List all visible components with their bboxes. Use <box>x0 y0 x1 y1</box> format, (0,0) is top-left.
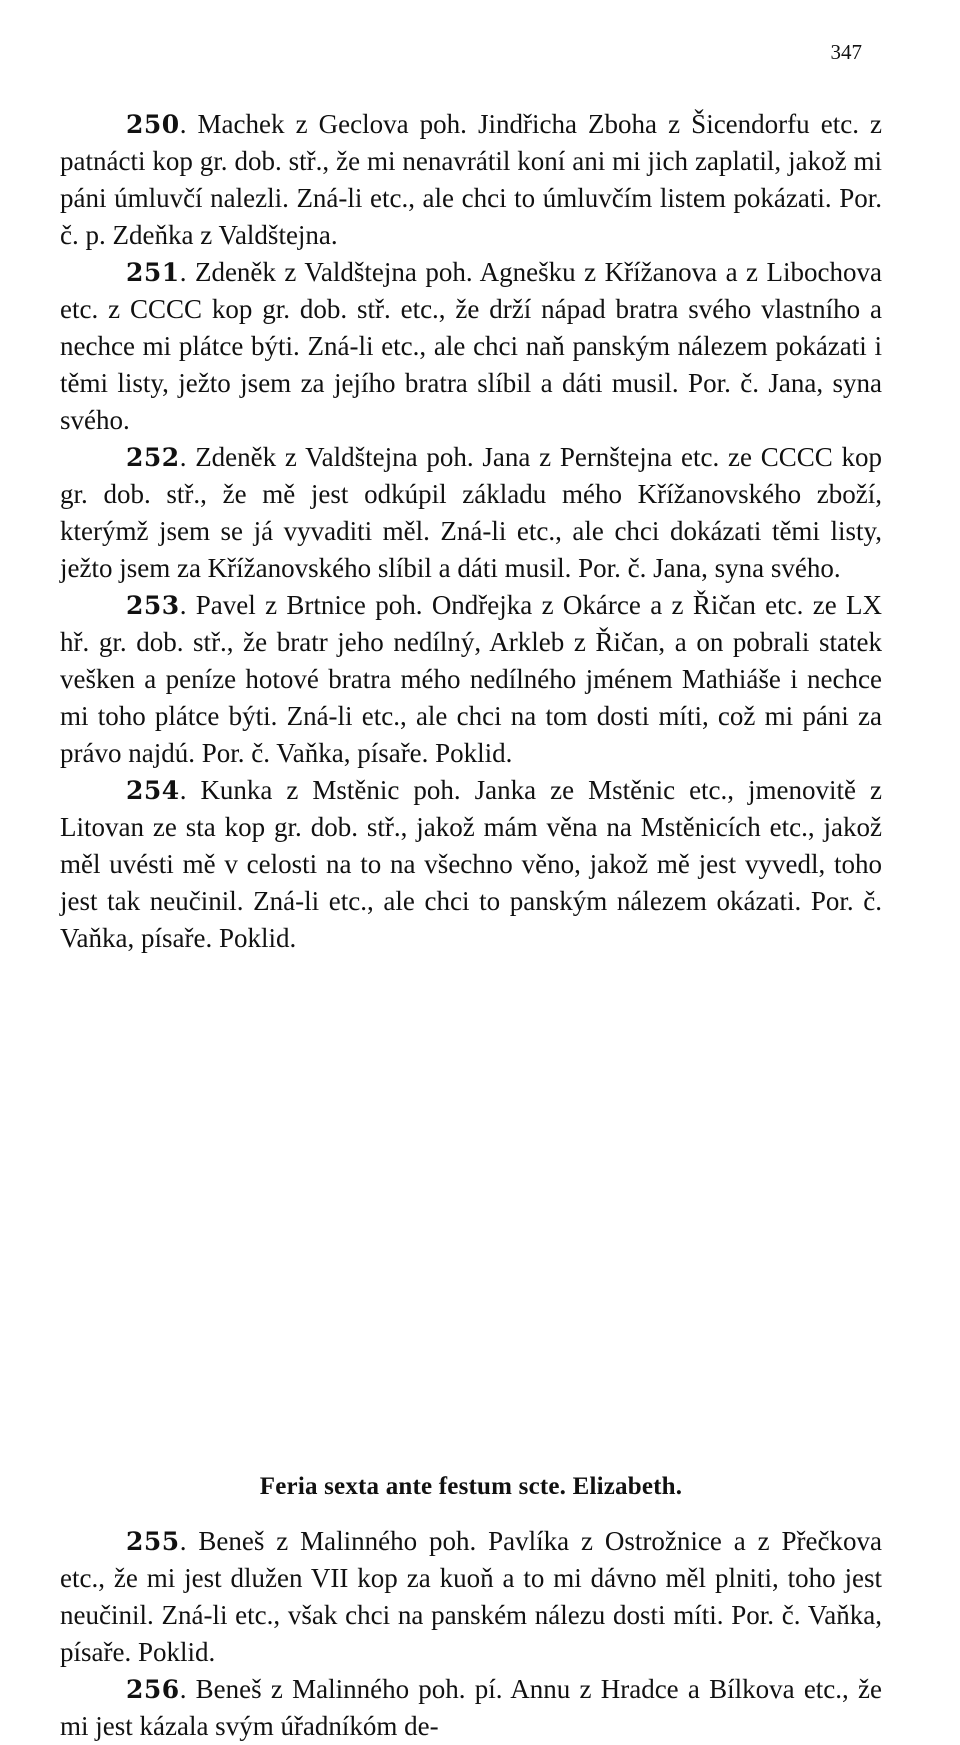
entry-number: 253 <box>126 591 180 620</box>
entry-number: 256 <box>126 1675 180 1704</box>
entry-text: Beneš z Malinného poh. pí. Annu z Hradce a Bílkova etc., že mi jest kázala svým úřadníkóm de- <box>60 1674 882 1741</box>
entry-number: 250 <box>126 110 180 139</box>
entry-number: 251 <box>126 258 180 287</box>
entry-250: 250. Machek z Geclova poh. Jindřicha Zboha z Šicendorfu etc. z patnácti kop gr. dob. stř., že mi nenavrátil koní ani mi jich zaplatil, jakož mi páni úmluvčí nalezli. Zná-li etc., ale chci to úmluvčím listem pokázati. Por. č. p. Zdeňka z Valdštejna. <box>60 109 883 250</box>
entry-text: Zdeněk z Valdštejna poh. Agnešku z Křížanova a z Libochova etc. z CCCC kop gr. dob. stř. etc., že drží nápad bratra svého vlastního a nechce mi plátce býti. Zná-li etc., ale chci naň panským nálezem pokázati i těmi listy, ježto jsem za jejího bratra slíbil a dáti musil. Por. č. Jana, syna svého. <box>60 257 882 435</box>
entry-number: 252 <box>126 443 180 472</box>
entry-253: 253. Pavel z Brtnice poh. Ondřejka z Okárce a z Řičan etc. ze LX hř. gr. dob. stř., že bratr jeho nedílný, Arkleb z Řičan, a on pobrali statek vešken a peníze hotové bratra mého nedílného jménem Mathiáše i nechce mi toho plátce býti. Zná-li etc., ale chci na tom dosti míti, což mi páni za právo najdú. Por. č. Vaňka, písaře. Poklid. <box>60 590 883 768</box>
section-heading: Feria sexta ante festum scte. Elizabeth. <box>259 1473 683 1500</box>
entry-text: Pavel z Brtnice poh. Ondřejka z Okárce a z Řičan etc. ze LX hř. gr. dob. stř., že bratr jeho nedílný, Arkleb z Řičan, a on pobrali statek vešken a peníze hotové bratra mého nedílného jménem Mathiáše i nechce mi toho plátce býti. Zná-li etc., ale chci na tom dosti míti, což mi páni za právo najdú. Por. č. Vaňka, písaře. Poklid. <box>60 590 883 768</box>
entry-number: 255 <box>126 1527 180 1556</box>
entry-255: 255. Beneš z Malinného poh. Pavlíka z Ostrožnice a z Přečkova etc., že mi jest dlužen VII kop za kuoň a to mi dávno měl plniti, toho jest neučinil. Zná-li etc., však chci na panském nálezu dosti míti. Por. č. Vaňka, písaře. Poklid. <box>60 1526 883 1667</box>
entry-number: 254 <box>126 776 180 805</box>
page-number: 347 <box>830 40 862 64</box>
entry-256: 256. Beneš z Malinného poh. pí. Annu z Hradce a Bílkova etc., že mi jest kázala svým úřadníkóm de- <box>60 1674 882 1741</box>
entry-251: 251. Zdeněk z Valdštejna poh. Agnešku z Křížanova a z Libochova etc. z CCCC kop gr. dob. stř. etc., že drží nápad bratra svého vlastního a nechce mi plátce býti. Zná-li etc., ale chci naň panským nálezem pokázati i těmi listy, ježto jsem za jejího bratra slíbil a dáti musil. Por. č. Jana, syna svého. <box>60 257 882 435</box>
entry-254: 254. Kunka z Mstěnic poh. Janka ze Mstěnic etc., jmenovitě z Litovan ze sta kop gr. dob. stř., jakož mám věna na Mstěnicích etc., jakož měl uvésti mě v celosti na to na všechno věno, jakož mě jest vyvedl, toho jest tak neučinil. Zná-li etc., ale chci to panským nálezem okázati. Por. č. Vaňka, písaře. Poklid. <box>60 775 882 953</box>
entry-text: Zdeněk z Valdštejna poh. Jana z Pernštejna etc. ze CCCC kop gr. dob. stř., že mě jest odkúpil základu mého Křížanovského zboží, kterýmž jsem se já vyvaditi měl. Zná-li etc., ale chci dokázati těmi listy, ježto jsem za Křížanovského slíbil a dáti musil. Por. č. Jana, syna svého. <box>60 442 882 583</box>
entry-text: Beneš z Malinného poh. Pavlíka z Ostrožnice a z Přečkova etc., že mi jest dlužen VII kop za kuoň a to mi dávno měl plniti, toho jest neučinil. Zná-li etc., však chci na panském nálezu dosti míti. Por. č. Vaňka, písaře. Poklid. <box>60 1526 883 1667</box>
entries-feria <box>60 1523 882 1745</box>
entries-main <box>60 106 882 957</box>
entry-text: Machek z Geclova poh. Jindřicha Zboha z Šicendorfu etc. z patnácti kop gr. dob. stř., že mi nenavrátil koní ani mi jich zaplatil, jakož mi páni úmluvčí nalezli. Zná-li etc., ale chci to úmluvčím listem pokázati. Por. č. p. Zdeňka z Valdštejna. <box>60 109 883 250</box>
entry-252: 252. Zdeněk z Valdštejna poh. Jana z Pernštejna etc. ze CCCC kop gr. dob. stř., že mě jest odkúpil základu mého Křížanovského zboží, kterýmž jsem se já vyvaditi měl. Zná-li etc., ale chci dokázati těmi listy, ježto jsem za Křížanovského slíbil a dáti musil. Por. č. Jana, syna svého. <box>60 442 882 583</box>
entry-text: Kunka z Mstěnic poh. Janka ze Mstěnic etc., jmenovitě z Litovan ze sta kop gr. dob. stř., jakož mám věna na Mstěnicích etc., jakož měl uvésti mě v celosti na to na všechno věno, jakož mě jest vyvedl, toho jest tak neučinil. Zná-li etc., ale chci to panským nálezem okázati. Por. č. Vaňka, písaře. Poklid. <box>60 775 882 953</box>
